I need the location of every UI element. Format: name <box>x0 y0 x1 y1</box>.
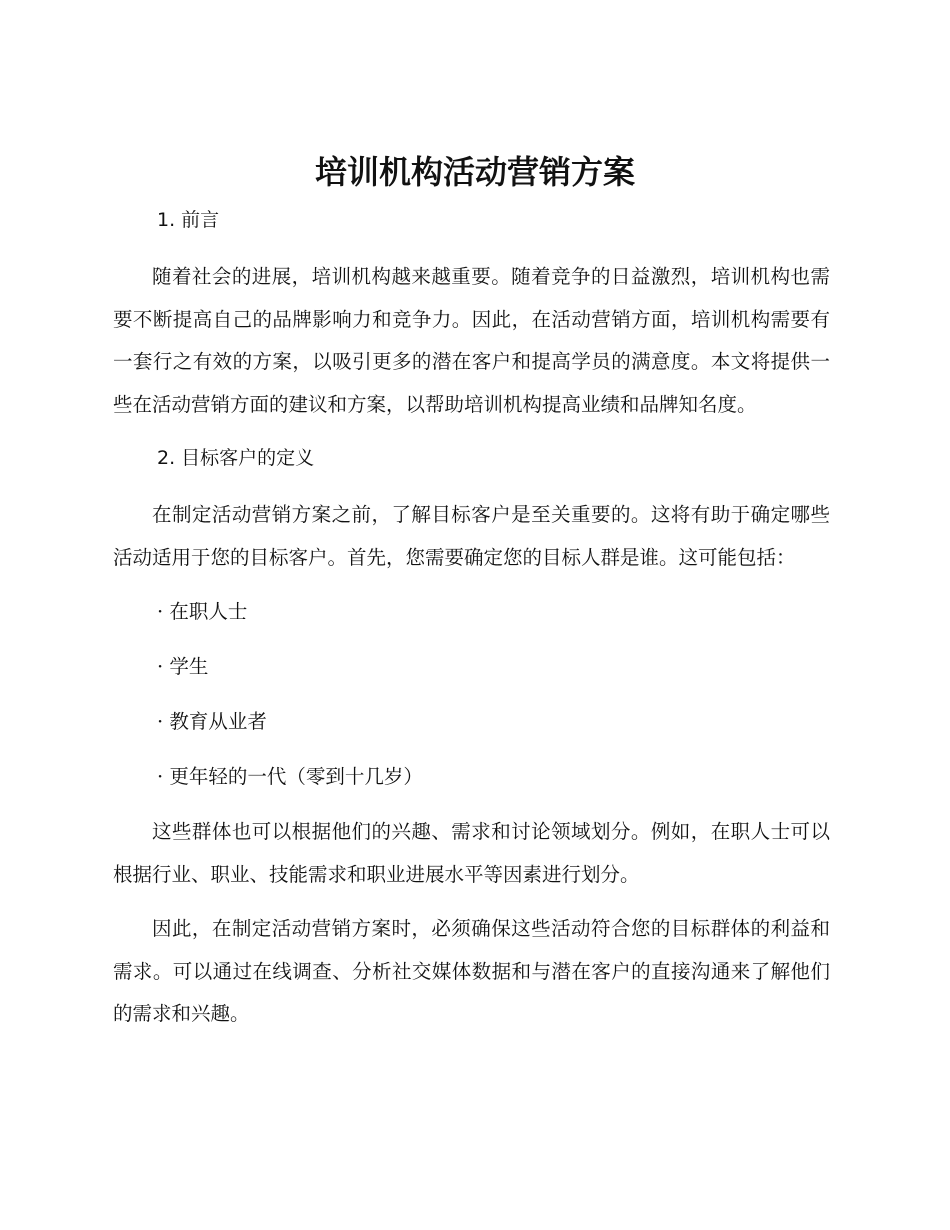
list-item: · 学生 <box>157 655 209 678</box>
paragraph: 这些群体也可以根据他们的兴趣、需求和讨论领域划分。例如，在职人士可以根据行业、职业、技能需求和职业进展水平等因素进行划分。 <box>113 820 830 886</box>
list-item: · 教育从业者 <box>157 710 267 733</box>
section-heading-preface: 1. 前言 <box>157 209 220 231</box>
document-body <box>113 202 830 1036</box>
section-heading-target-customers: 2. 目标客户的定义 <box>157 447 315 469</box>
list-item: · 更年轻的一代（零到十几岁） <box>157 765 423 788</box>
list-item: · 在职人士 <box>157 600 248 623</box>
paragraph: 随着社会的进展，培训机构越来越重要。随着竞争的日益激烈，培训机构也需要不断提高自己的品牌影响力和竞争力。因此，在活动营销方面，培训机构需要有一套行之有效的方案，以吸引更多的潜在客户和提高学员的满意度。本文将提供一些在活动营销方面的建议和方案，以帮助培训机构提高业绩和品牌知名度。 <box>113 265 830 416</box>
paragraph: 在制定活动营销方案之前，了解目标客户是至关重要的。这将有助于确定哪些活动适用于您的目标客户。首先，您需要确定您的目标人群是谁。这可能包括： <box>113 503 830 569</box>
paragraph: 因此，在制定活动营销方案时，必须确保这些活动符合您的目标群体的利益和需求。可以通过在线调查、分析社交媒体数据和与潜在客户的直接沟通来了解他们的需求和兴趣。 <box>113 917 830 1025</box>
document-title: 培训机构活动营销方案 <box>314 153 635 191</box>
